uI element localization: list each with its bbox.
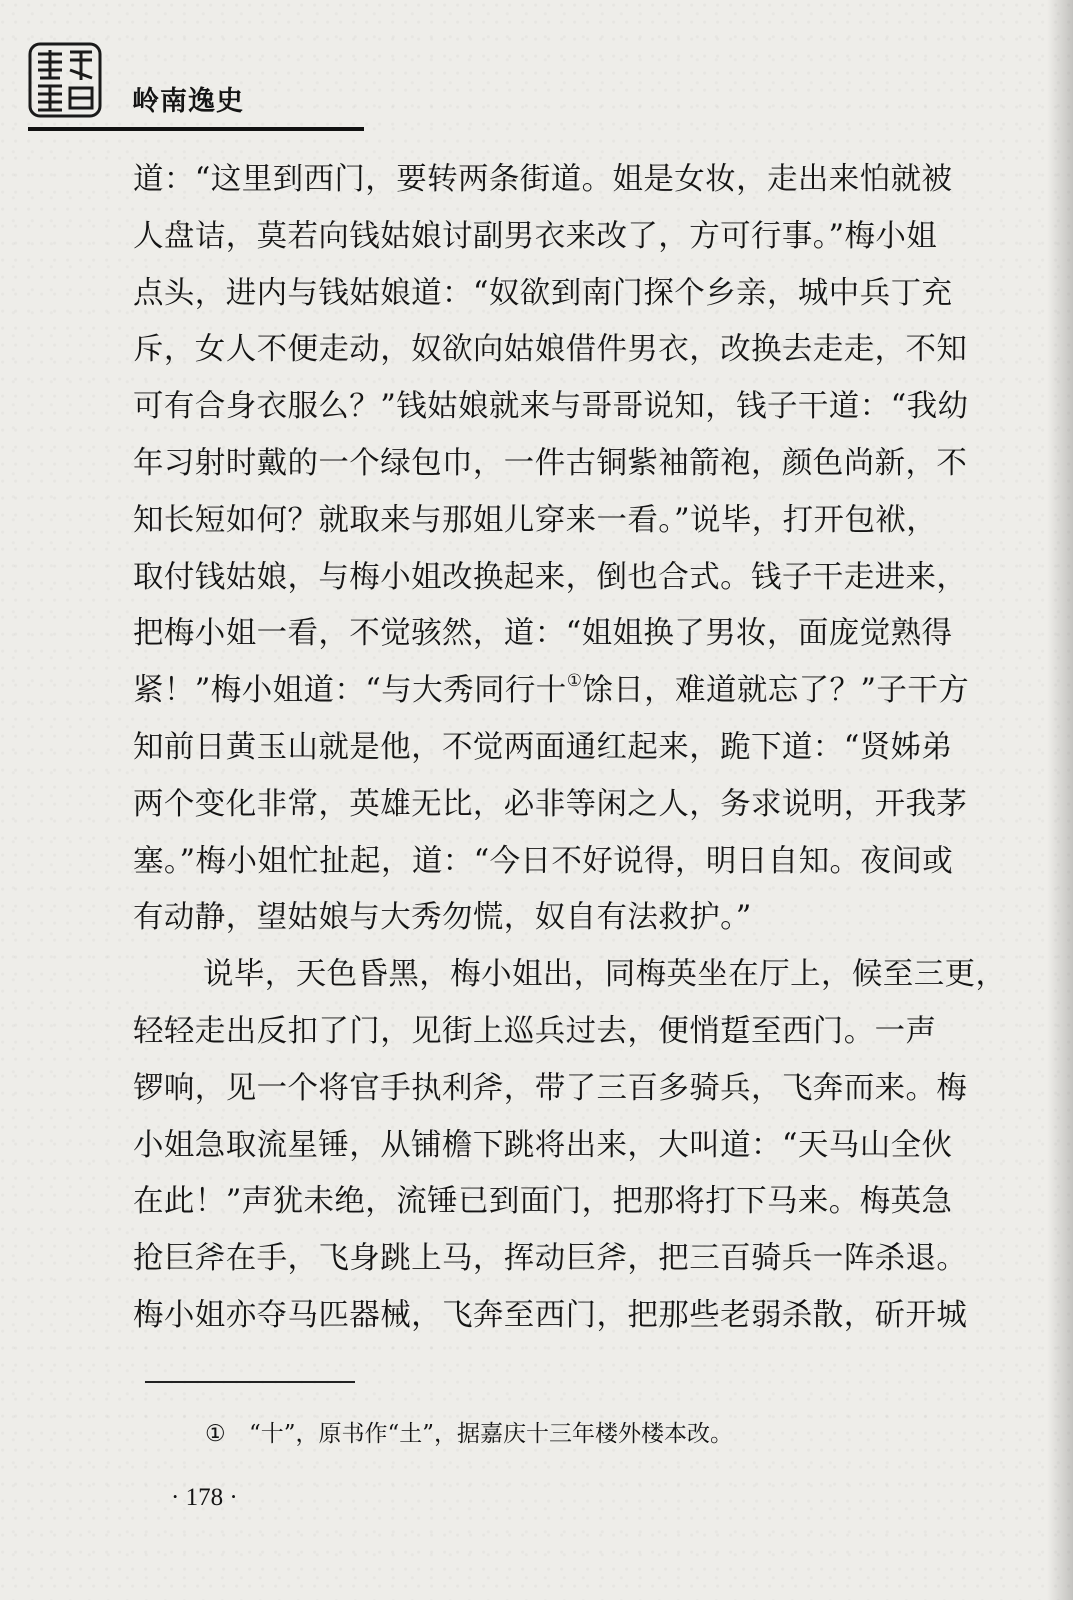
text-line: 人盘诘，莫若向钱姑娘讨副男衣来改了，方可行事。”梅小姐 [133, 218, 938, 254]
page-number: · 178 · [171, 1484, 238, 1511]
text-segment: 紧！”梅小姐道：“与大秀同行十 [133, 673, 567, 709]
text-line: 说毕，天色昏黑，梅小姐出，同梅英坐在厅上，候至三更， [203, 957, 1007, 993]
paragraph-1 [133, 152, 973, 947]
text-line: 知长短如何？就取来与那姐儿穿来一看。”说毕，打开包袱， [133, 502, 938, 538]
text-line: 小姐急取流星锤，从铺檐下跳将出来，大叫道：“天马山全伙 [133, 1127, 953, 1163]
text-line: 有动静，望姑娘与大秀勿慌，奴自有法救护。” [133, 900, 752, 936]
footnote-marker: ① [205, 1421, 226, 1447]
text-line: 取付钱姑娘，与梅小姐改换起来，倒也合式。钱子干走进来， [133, 559, 968, 595]
text-line: 在此！”声犹未绝，流锤已到面门，把那将打下马来。梅英急 [133, 1184, 953, 1220]
text-line: 塞。”梅小姐忙扯起，道：“今日不好说得，明日自知。夜间或 [133, 843, 954, 879]
footnote-reference[interactable]: ① [566, 671, 583, 692]
text-line: 可有合身衣服么？”钱姑娘就来与哥哥说知，钱子干道：“我幼 [133, 389, 969, 425]
text-segment: 馀日，难道就忘了？”子干方 [582, 673, 970, 709]
main-text [133, 152, 1007, 1345]
running-title: 岭南逸史 [132, 86, 244, 117]
text-line: 斥，女人不便走动，奴欲向姑娘借件男衣，改换去走走，不知 [133, 332, 968, 368]
text-line: 年习射时戴的一个绿包巾，一件古铜紫袖箭袍，颜色尚新，不 [133, 445, 968, 481]
footnote-rule [145, 1381, 355, 1383]
header-rule [28, 127, 364, 131]
text-line: 道：“这里到西门，要转两条街道。姐是女妆，走出来怕就被 [133, 162, 953, 197]
page-edge-shadow [1047, 0, 1073, 1600]
text-line: 梅小姐亦夺马匹器械，飞奔至西门，把那些老弱杀散，斫开城 [133, 1297, 968, 1333]
text-line: 锣响，见一个将官手执利斧，带了三百多骑兵，飞奔而来。梅 [133, 1070, 968, 1106]
text-line: 两个变化非常，英雄无比，必非等闲之人，务求说明，开我茅 [133, 786, 968, 822]
text-line: 知前日黄玉山就是他，不觉两面通红起来，跪下道：“贤姊弟 [133, 729, 953, 765]
text-line: 把梅小姐一看，不觉骇然，道：“姐姐换了男妆，面庞觉熟得 [133, 616, 953, 652]
square-seal-logo [28, 42, 102, 118]
paragraph-2 [133, 947, 1007, 1345]
text-line-with-note [133, 663, 973, 720]
footnote [205, 1419, 733, 1449]
text-line: 轻轻走出反扣了门，见街上巡兵过去，便悄踅至西门。一声 [133, 1013, 937, 1049]
text-line: 点头，进内与钱姑娘道：“奴欲到南门探个乡亲，城中兵丁充 [133, 275, 953, 311]
footnote-text: “十”，原书作“土”，据嘉庆十三年楼外楼本改。 [249, 1421, 734, 1447]
text-line: 抢巨斧在手，飞身跳上马，挥动巨斧，把三百骑兵一阵杀退。 [133, 1241, 968, 1277]
